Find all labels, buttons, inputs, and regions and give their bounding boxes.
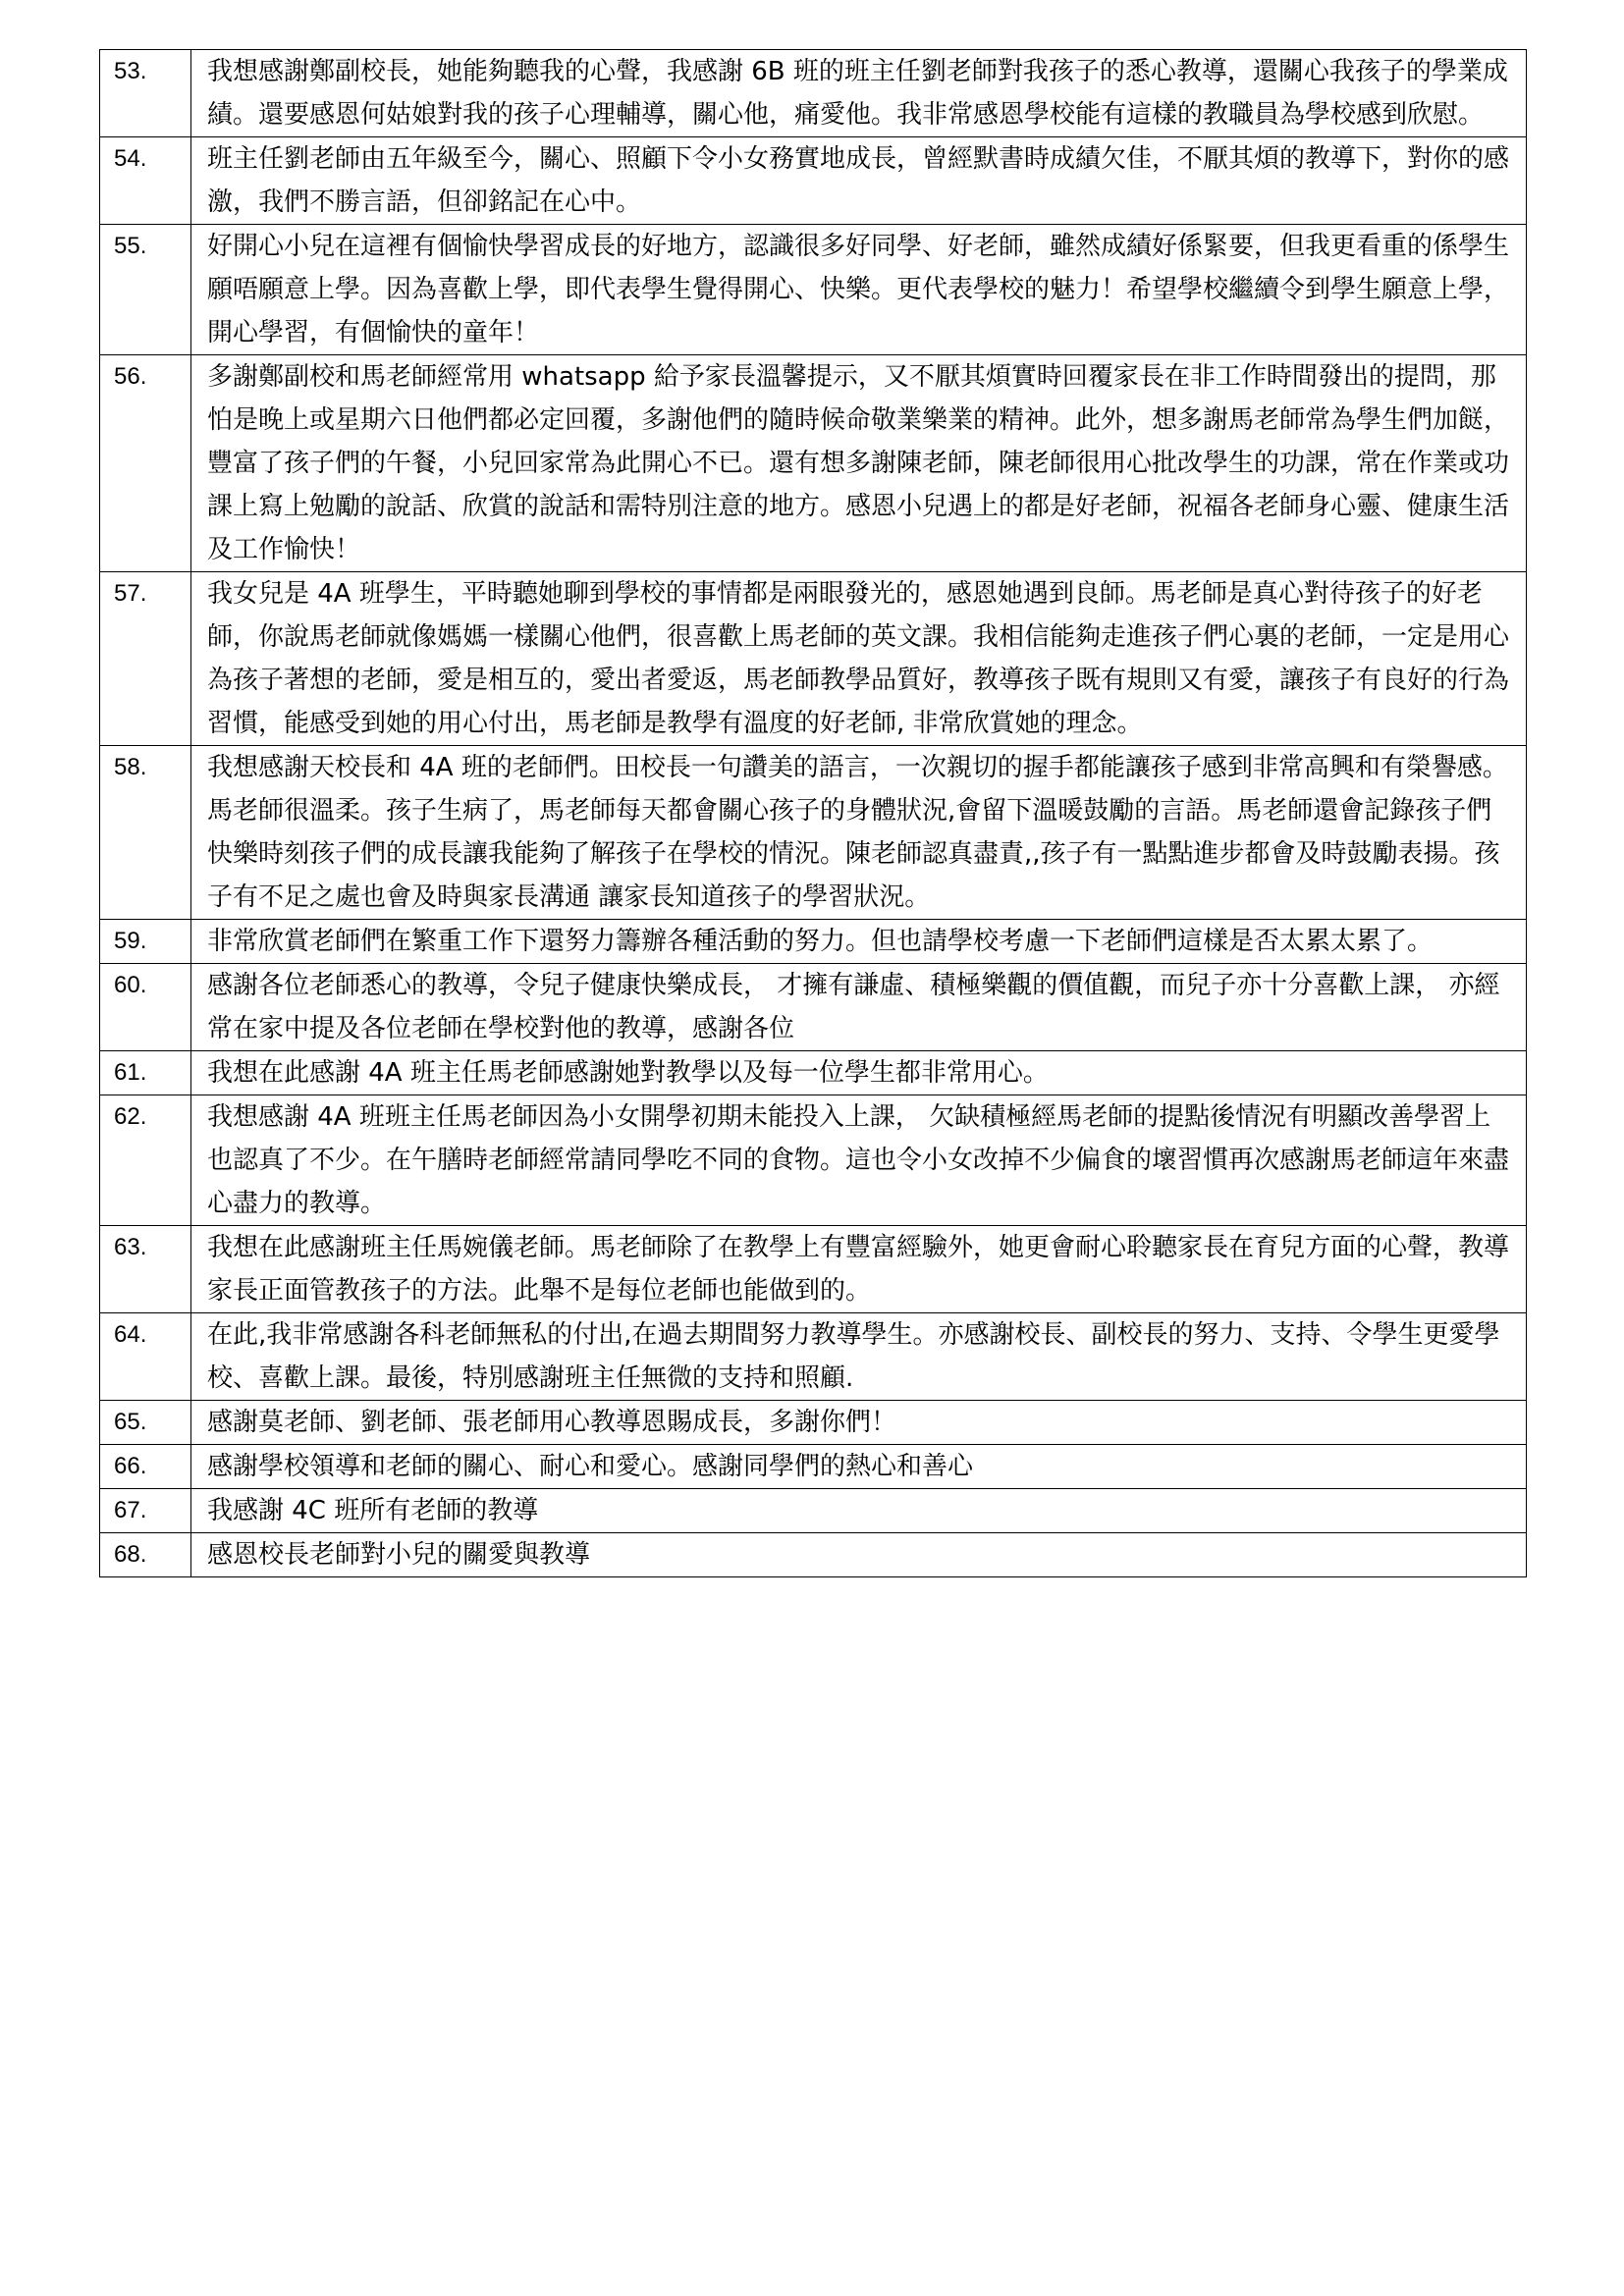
row-number: 59.	[100, 920, 191, 964]
row-text: 多謝鄭副校和馬老師經常用 whatsapp 給予家長溫馨提示，又不厭其煩實時回覆家長在非工作時間發出的提問，那怕是晚上或星期六日他們都必定回覆，多謝他們的隨時候命敬業樂業的精神。此外，想多謝馬老師常為學生們加餸，豐富了孩子們的午餐，小兒回家常為此開心不已。還有想多謝陳老師，陳老師很用心批改學生的功課，常在作業或功課上寫上勉勵的說話、欣賞的說話和需特別注意的地方。感恩小兒遇上的都是好老師，祝福各老師身心靈、健康生活及工作愉快！	[191, 355, 1527, 572]
table-row	[100, 1445, 1527, 1489]
row-number: 63.	[100, 1226, 191, 1313]
row-number: 58.	[100, 746, 191, 920]
table-row	[100, 1095, 1527, 1226]
row-text: 感謝各位老師悉心的教導，令兒子健康快樂成長， 才擁有謙虛、積極樂觀的價值觀，而兒子亦十分喜歡上課， 亦經常在家中提及各位老師在學校對他的教導，感謝各位	[191, 964, 1527, 1051]
row-number: 64.	[100, 1313, 191, 1401]
row-number: 54.	[100, 137, 191, 225]
table-row	[100, 137, 1527, 225]
table-row	[100, 1401, 1527, 1445]
row-text: 感恩校長老師對小兒的關愛與教導	[191, 1533, 1527, 1577]
table-row	[100, 50, 1527, 137]
row-number: 61.	[100, 1051, 191, 1095]
table-row	[100, 1226, 1527, 1313]
table-row	[100, 964, 1527, 1051]
row-text: 我感謝 4C 班所有老師的教導	[191, 1489, 1527, 1533]
row-text: 好開心小兒在這裡有個愉快學習成長的好地方，認識很多好同學、好老師，雖然成績好係緊要，但我更看重的係學生願唔願意上學。因為喜歡上學，即代表學生覺得開心、快樂。更代表學校的魅力！希望學校繼續令到學生願意上學，開心學習，有個愉快的童年！	[191, 225, 1527, 355]
table-row	[100, 1533, 1527, 1577]
row-text: 非常欣賞老師們在繁重工作下還努力籌辦各種活動的努力。但也請學校考慮一下老師們這樣是否太累太累了。	[191, 920, 1527, 964]
row-number: 68.	[100, 1533, 191, 1577]
row-text: 在此,我非常感謝各科老師無私的付出,在過去期間努力教導學生。亦感謝校長、副校長的努力、支持、令學生更愛學校、喜歡上課。最後，特別感謝班主任無微的支持和照顧.	[191, 1313, 1527, 1401]
row-number: 67.	[100, 1489, 191, 1533]
row-number: 57.	[100, 572, 191, 746]
table-row	[100, 572, 1527, 746]
feedback-table-body	[100, 50, 1527, 1577]
table-row	[100, 746, 1527, 920]
row-number: 55.	[100, 225, 191, 355]
table-row	[100, 1051, 1527, 1095]
table-row	[100, 225, 1527, 355]
row-text: 我女兒是 4A 班學生，平時聽她聊到學校的事情都是兩眼發光的，感恩她遇到良師。馬老師是真心對待孩子的好老師，你說馬老師就像媽媽一樣關心他們，很喜歡上馬老師的英文課。我相信能夠走進孩子們心裏的老師，一定是用心為孩子著想的老師，愛是相互的，愛出者愛返，馬老師教學品質好，教導孩子既有規則又有愛，讓孩子有良好的行為習慣，能感受到她的用心付出，馬老師是教學有溫度的好老師, 非常欣賞她的理念。	[191, 572, 1527, 746]
table-row	[100, 920, 1527, 964]
row-text: 我想感謝 4A 班班主任馬老師因為小女開學初期未能投入上課， 欠缺積極經馬老師的提點後情況有明顯改善學習上也認真了不少。在午膳時老師經常請同學吃不同的食物。這也令小女改掉不少偏食的壞習慣再次感謝馬老師這年來盡心盡力的教導。	[191, 1095, 1527, 1226]
table-row	[100, 1313, 1527, 1401]
row-text: 我想在此感謝班主任馬婉儀老師。馬老師除了在教學上有豐富經驗外，她更會耐心聆聽家長在育兒方面的心聲，教導家長正面管教孩子的方法。此舉不是每位老師也能做到的。	[191, 1226, 1527, 1313]
row-text: 我想在此感謝 4A 班主任馬老師感謝她對教學以及每一位學生都非常用心。	[191, 1051, 1527, 1095]
row-number: 56.	[100, 355, 191, 572]
row-number: 62.	[100, 1095, 191, 1226]
row-number: 53.	[100, 50, 191, 137]
row-text: 感謝莫老師、劉老師、張老師用心教導恩賜成長，多謝你們！	[191, 1401, 1527, 1445]
row-text: 感謝學校領導和老師的關心、耐心和愛心。感謝同學們的熱心和善心	[191, 1445, 1527, 1489]
feedback-table	[99, 49, 1527, 1577]
table-row	[100, 1489, 1527, 1533]
row-text: 我想感謝鄭副校長，她能夠聽我的心聲，我感謝 6B 班的班主任劉老師對我孩子的悉心教導，還關心我孩子的學業成績。還要感恩何姑娘對我的孩子心理輔導，關心他，痛愛他。我非常感恩學校能有這樣的教職員為學校感到欣慰。	[191, 50, 1527, 137]
row-number: 66.	[100, 1445, 191, 1489]
row-number: 60.	[100, 964, 191, 1051]
table-row	[100, 355, 1527, 572]
row-number: 65.	[100, 1401, 191, 1445]
row-text: 班主任劉老師由五年級至今，關心、照顧下令小女務實地成長，曾經默書時成績欠佳，不厭其煩的教導下，對你的感激，我們不勝言語，但卻銘記在心中。	[191, 137, 1527, 225]
row-text: 我想感謝天校長和 4A 班的老師們。田校長一句讚美的語言，一次親切的握手都能讓孩子感到非常高興和有榮譽感。馬老師很溫柔。孩子生病了，馬老師每天都會關心孩子的身體狀況,會留下溫暖鼓勵的言語。馬老師還會記錄孩子們快樂時刻孩子們的成長讓我能夠了解孩子在學校的情況。陳老師認真盡責,,孩子有一點點進步都會及時鼓勵表揚。孩子有不足之處也會及時與家長溝通 讓家長知道孩子的學習狀況。	[191, 746, 1527, 920]
